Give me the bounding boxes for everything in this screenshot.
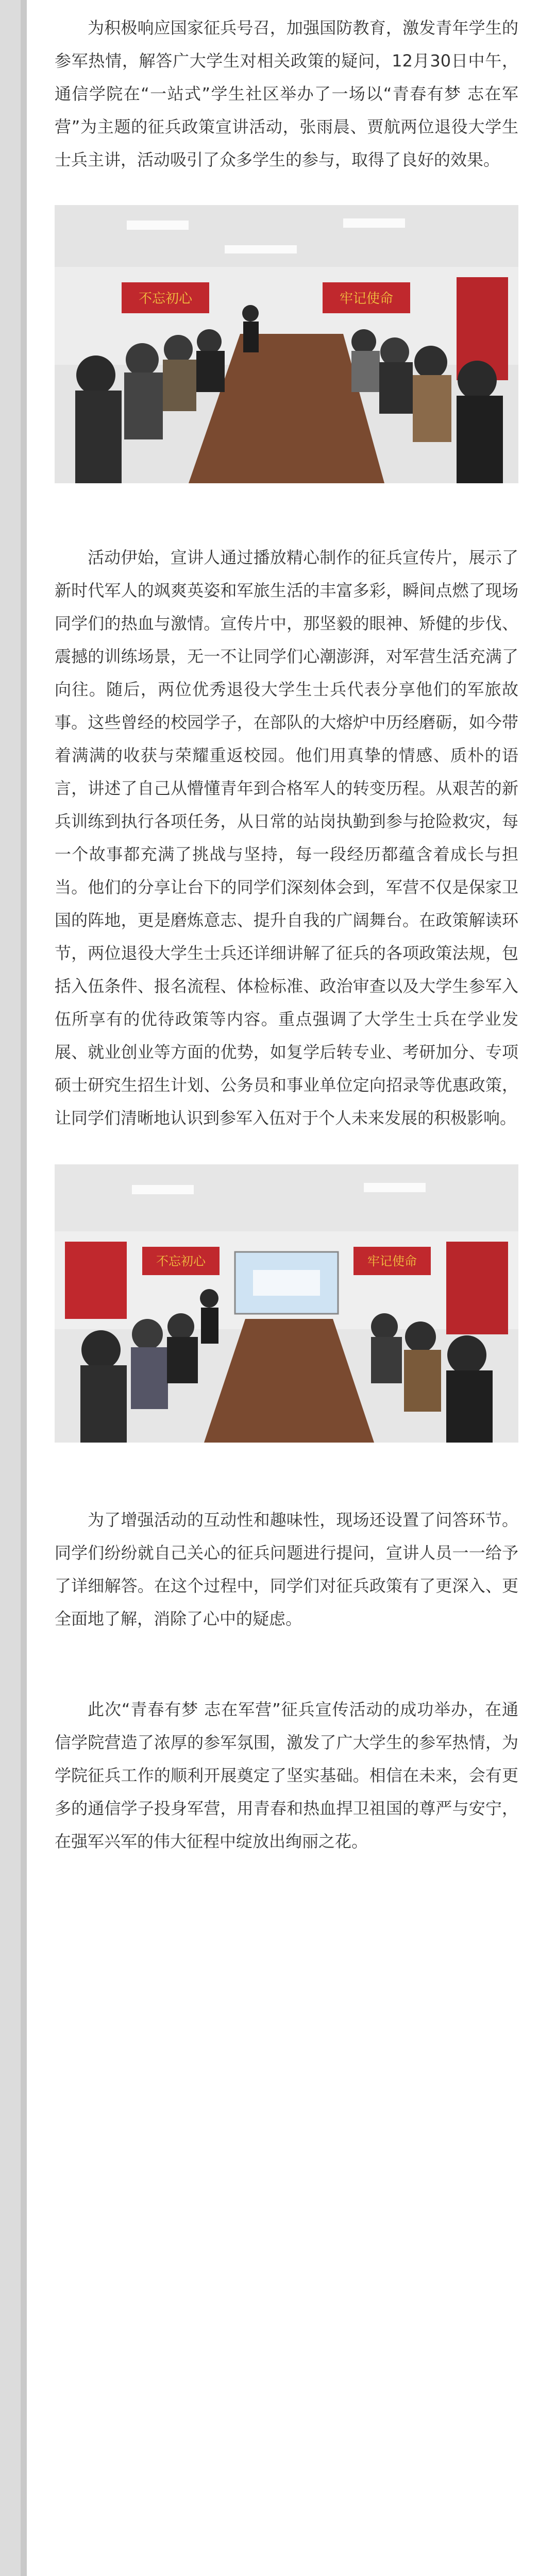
banner-right-2: 牢记使命 <box>367 1254 417 1268</box>
photo-seminar-room-2 <box>55 1164 518 1443</box>
left-margin-rail <box>21 0 27 2576</box>
article-content <box>55 0 518 1858</box>
banner-right: 牢记使命 <box>339 291 394 307</box>
paragraph-activity: 活动伊始，宣讲人通过播放精心制作的征兵宣传片，展示了新时代军人的飒爽英姿和军旅生活的丰富多彩，瞬间点燃了现场同学们的热血与激情。宣传片中，那坚毅的眼神、矫健的步伐、震撼的训练场景，无一不让同学们心潮澎湃，对军营生活充满了向往。随后，两位优秀退役大学生士兵代表分享他们的军旅故事。这些曾经的校园学子，在部队的大熔炉中历经磨砺，如今带着满满的收获与荣耀重返校园。他们用真挚的情感、质朴的语言，讲述了自己从懵懂青年到合格军人的转变历程。从艰苦的新兵训练到执行各项任务，从日常的站岗执勤到参与抢险救灾，每一个故事都充满了挑战与坚持，每一段经历都蕴含着成长与担当。他们的分享让台下的同学们深刻体会到，军营不仅是保家卫国的阵地，更是磨炼意志、提升自我的广阔舞台。在政策解读环节，两位退役大学生士兵还详细讲解了征兵的各项政策法规，包括入伍条件、报名流程、体检标准、政治审查以及大学生参军入伍所享有的优待政策等内容。重点强调了大学生士兵在学业发展、就业创业等方面的优势，如复学后转专业、考研加分、专项硕士研究生招生计划、公务员和事业单位定向招录等优惠政策，让同学们清晰地认识到参军入伍对于个人未来发展的积极影响。 <box>55 548 518 1128</box>
paragraph-conclusion: 此次“青春有梦 志在军营”征兵宣传活动的成功举办，在通信学院营造了浓厚的参军氛围，激发了广大学生的参军热情，为学院征兵工作的顺利开展奠定了坚实基础。相信在未来，会有更多的通信学子投身军营，用青春和热血捍卫祖国的尊严与安宁，在强军兴军的伟大征程中绽放出绚丽之花。 <box>55 1700 518 1851</box>
paragraph-intro: 为积极响应国家征兵号召，加强国防教育，激发青年学生的参军热情，解答广大学生对相关政策的疑问，12月30日中午，通信学院在“一站式”学生社区举办了一场以“青春有梦 志在军营”为主题的征兵政策宣讲活动，张雨晨、贾航两位退役大学生士兵主讲，活动吸引了众多学生的参与，取得了良好的效果。 <box>55 18 518 170</box>
photo-seminar-room-1 <box>55 205 518 483</box>
seminar-photo-illustration-2 <box>55 1164 518 1443</box>
banner-left: 不忘初心 <box>138 291 193 307</box>
seminar-photo-illustration <box>55 205 518 483</box>
banner-left-2: 不忘初心 <box>156 1254 206 1268</box>
paragraph-qa: 为了增强活动的互动性和趣味性，现场还设置了问答环节。同学们纷纷就自己关心的征兵问题进行提问，宣讲人员一一给予了详细解答。在这个过程中，同学们对征兵政策有了更深入、更全面地了解，消除了心中的疑虑。 <box>55 1510 518 1629</box>
article-page <box>21 0 556 2576</box>
